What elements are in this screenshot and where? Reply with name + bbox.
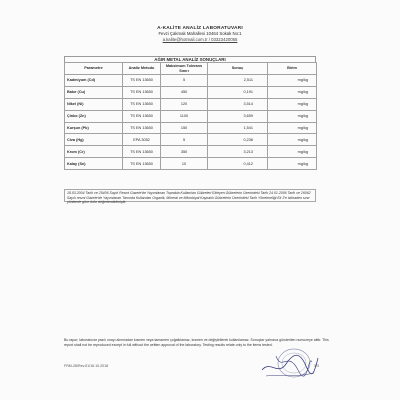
table-row [65, 122, 317, 134]
cell-method: TS EN 13650 [123, 75, 161, 87]
col-unit: Birim [268, 63, 317, 75]
col-method: Analiz Metodu [123, 63, 161, 75]
cell-result: 3,213 [208, 146, 268, 158]
regulation-note: 18.03.2004 Tarih ve 25406 Sayılı Resmi Gazete'de Yayımlanan Toprakta Kullanılan Gübreleri Ekleyen Gübrelerin Üzerindeki Tarih 24.01.2006 Tarih ve 26062 Sayılı resmi Gazete'de Yayımlanan Tarımda Kullanılan Organik, Mineral ve Mikrobiyal Kaynaklı Gübrelerin Üzerindeki Tarih Yönetmeliği Ek 3'e istinaden sınır yöntemle göre ürün değerlendirilmiştir. [64, 189, 316, 202]
cell-parameter: Bakır (Cu) [65, 86, 123, 98]
lab-header [0, 26, 400, 42]
lab-contact: a.kalite@hotmail.com.tr / 03323420055 [162, 36, 238, 42]
cell-max-limit: 5 [161, 75, 208, 87]
cell-method: TS EN 13650 [123, 110, 161, 122]
table-row [65, 75, 317, 87]
cell-parameter: Kadmiyum (Cd) [65, 75, 123, 87]
cell-parameter: Nikel (Ni) [65, 98, 123, 110]
cell-unit: mg/kg [268, 134, 317, 146]
cell-method: TS EN 13650 [123, 122, 161, 134]
table-row [65, 86, 317, 98]
cell-result: 2,511 [208, 75, 268, 87]
cell-method: TS EN 13650 [123, 158, 161, 170]
table-row [65, 110, 317, 122]
form-code: FRM-28/Rev.01/16.10.2018 [64, 364, 109, 368]
lab-address: Fevzi Çakmak Mahallesi 10464 Sokak No:1 [158, 31, 242, 37]
cell-max-limit: 150 [161, 122, 208, 134]
page-number: 3/3 [314, 364, 319, 368]
table-row [65, 98, 317, 110]
lab-name: A-KALİTE ANALİZ LABORATUVARI [157, 26, 243, 31]
table-row [65, 134, 317, 146]
cell-parameter: Civa (Hg) [65, 134, 123, 146]
cell-unit: mg/kg [268, 146, 317, 158]
table-row [65, 158, 317, 170]
col-parameter: Parametre [65, 63, 123, 75]
cell-max-limit: 10 [161, 158, 208, 170]
table-row [65, 146, 317, 158]
cell-unit: mg/kg [268, 86, 317, 98]
cell-parameter: Krom (Cr) [65, 146, 123, 158]
cell-parameter: Kurşun (Pb) [65, 122, 123, 134]
cell-result: 1,541 [208, 122, 268, 134]
cell-method: EPA 3052 [123, 134, 161, 146]
report-title: AĞIR METAL ANALİZ SONUÇLARI [64, 56, 316, 63]
cell-max-limit: 350 [161, 146, 208, 158]
cell-max-limit: 450 [161, 86, 208, 98]
col-result: Sonuç [208, 63, 268, 75]
cell-result: 3,659 [208, 110, 268, 122]
cell-method: TS EN 13650 [123, 146, 161, 158]
cell-max-limit: 5 [161, 134, 208, 146]
cell-max-limit: 1100 [161, 110, 208, 122]
table-header-row [65, 63, 317, 75]
cell-unit: mg/kg [268, 98, 317, 110]
col-max-limit: Maksimum Tolerans Sınırı [161, 63, 208, 75]
cell-result: 0,412 [208, 158, 268, 170]
results-table [64, 62, 317, 170]
cell-result: 0,191 [208, 86, 268, 98]
signature-stamp-icon [258, 346, 320, 382]
cell-parameter: Çinko (Zn) [65, 110, 123, 122]
disclaimer-text: Bu rapor; laboratuvar yazılı onayı alınmadan kısmen veya tamamen çoğaltılamaz, kısmen ve değiştirilerek kullanılamaz. Sonuçlar yalnızca gönderilen numuneye aittir. This report shall not be reproduced except in full without the written approval of the laboratory. Testing results relate only to the items tested. [64, 338, 329, 347]
cell-parameter: Kalay (Sn) [65, 158, 123, 170]
cell-max-limit: 120 [161, 98, 208, 110]
cell-method: TS EN 13650 [123, 98, 161, 110]
cell-unit: mg/kg [268, 122, 317, 134]
cell-unit: mg/kg [268, 158, 317, 170]
cell-unit: mg/kg [268, 110, 317, 122]
cell-method: TS EN 13650 [123, 86, 161, 98]
cell-result: 3,514 [208, 98, 268, 110]
cell-unit: mg/kg [268, 75, 317, 87]
cell-result: 0,236 [208, 134, 268, 146]
